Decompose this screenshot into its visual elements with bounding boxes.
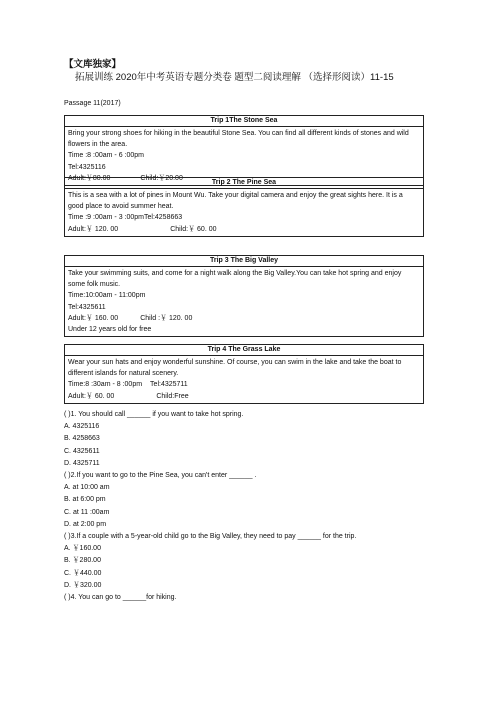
trip-child-price: Child:Free [156,392,189,400]
trip-time-tel: Time :9 :00am - 3 :00pmTel:4258663 [68,214,183,222]
option-3a: A. ￥160.00 [64,545,101,553]
trip-adult-price: Adult:￥ 60. 00 [68,392,115,400]
trip-time: Time:8 :30am - 8 :00pm [68,381,143,389]
trip-description: This is a sea with a lot of pines in Mount Wu. Take your digital camera and enjoy the great sights here. It is a good place to avoid summer heat. [68,192,403,211]
trip-title: Trip 1The Stone Sea [65,116,423,127]
trip-adult-price: Adult:￥ 120. 00 [68,225,119,233]
option-3b: B. ￥280.00 [64,557,101,565]
passage-label: Passage 11(2017) [64,100,121,107]
trip-title: Trip 4 The Grass Lake [65,345,423,356]
option-1b: B. 4258663 [64,435,100,443]
trip-box-4 [64,344,424,404]
trip-time: Time:10:00am - 11:00pm [68,292,146,300]
header-subtitle: 拓展训练 2020年中考英语专题分类卷 题型二阅读理解 （选择形阅读）11-15 [75,72,394,83]
trip-title: Trip 3 The Big Valley [65,256,423,267]
option-1c: C. 4325611 [64,447,100,455]
trip-note: Under 12 years old for free [68,326,152,334]
option-2b: B. at 6:00 pm [64,496,106,504]
option-2a: A. at 10:00 am [64,484,110,492]
trip-tel: Tel:4325711 [150,381,188,389]
trip-description: Wear your sun hats and enjoy wonderful sunshine. Of course, you can swim in the lake and take the boat to different islands for natural scenery. [68,359,402,378]
trip-box-2 [64,174,424,237]
trip-adult-price: Adult:￥ 160. 00 [68,314,119,322]
trip-tel: Tel:4325116 [68,163,106,171]
trip-child-price: Child:￥ 60. 00 [170,225,217,233]
trip-description: Bring your strong shoes for hiking in the beautiful Stone Sea. You can find all different kinds of stones and wild flowers in the area. [68,130,409,149]
trip-description: Take your swimming suits, and come for a night walk along the Big Valley.You can take hot spring and enjoy some folk music. [68,270,402,289]
trip-child-price: Child :￥ 120. 00 [140,314,193,322]
question-stem-1: ( )1. You should call ______ if you want to take hot spring. [64,411,244,418]
trip-box-3 [64,255,424,337]
option-3c: C. ￥440.00 [64,569,102,577]
question-stem-3: ( )3.If a couple with a 5-year-old child go to the Big Valley, they need to pay ______ for the trip. [64,533,357,541]
document-header [64,58,394,84]
option-1a: A. 4325116 [64,423,100,431]
option-2c: C. at 11 :00am [64,508,110,516]
trip-time: Time :8 :00am - 6 :00pm [68,152,144,160]
option-3d: D. ￥320.00 [64,581,102,589]
trip-adult-price: Adult:￥80.00 [68,174,111,182]
trip-box-1 [64,115,424,186]
trip-title: Trip 2 The Pine Sea [65,178,423,189]
trip-tel: Tel:4325611 [68,303,106,311]
trip-child-price: Child:￥20.00 [140,174,183,182]
header-tag: 【文库独家】 [64,59,122,70]
question-stem-2: ( )2.If you want to go to the Pine Sea, you can't enter ______ . [64,472,257,480]
option-2d: D. at 2:00 pm [64,520,107,528]
question-stem-4: ( )4. You can go to ______for hiking. [64,594,177,602]
question-list [64,409,434,604]
option-1d: D. 4325711 [64,459,100,467]
